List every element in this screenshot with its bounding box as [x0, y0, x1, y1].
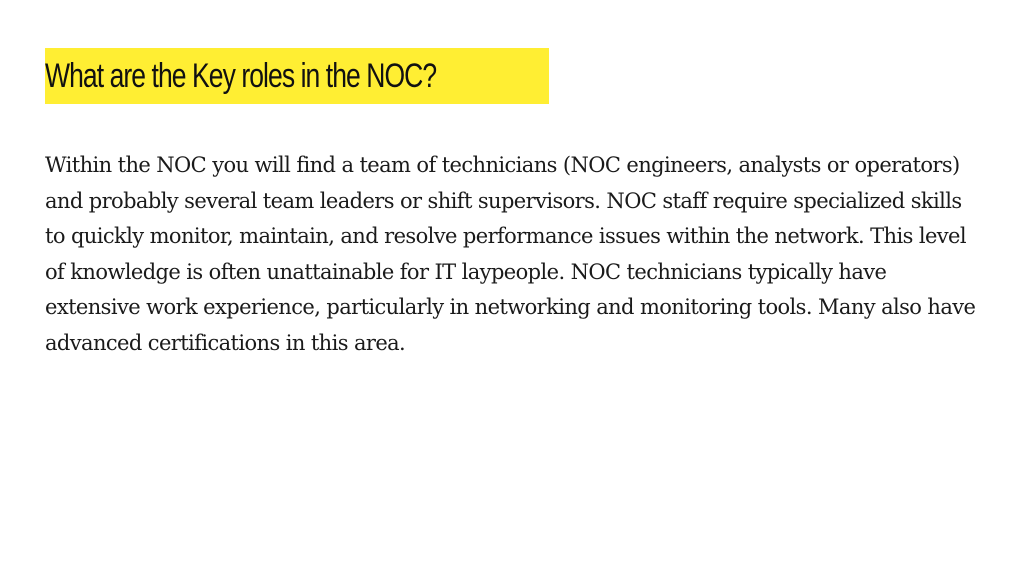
slide-title: What are the Key roles in the NOC? [45, 57, 437, 95]
title-highlight [45, 48, 549, 104]
slide-body-text: Within the NOC you will find a team of technicians (NOC engineers, analysts or operators) and probably several team leaders or shift supervisors. NOC staff require specialized skills to quickly monitor, maintain, and resolve performance issues within the network. This level of knowledge is often unattainable for IT laypeople. NOC technicians typically have extensive work experience, particularly in networking and monitoring tools. Many also have advanced certifications in this area. [45, 153, 976, 355]
